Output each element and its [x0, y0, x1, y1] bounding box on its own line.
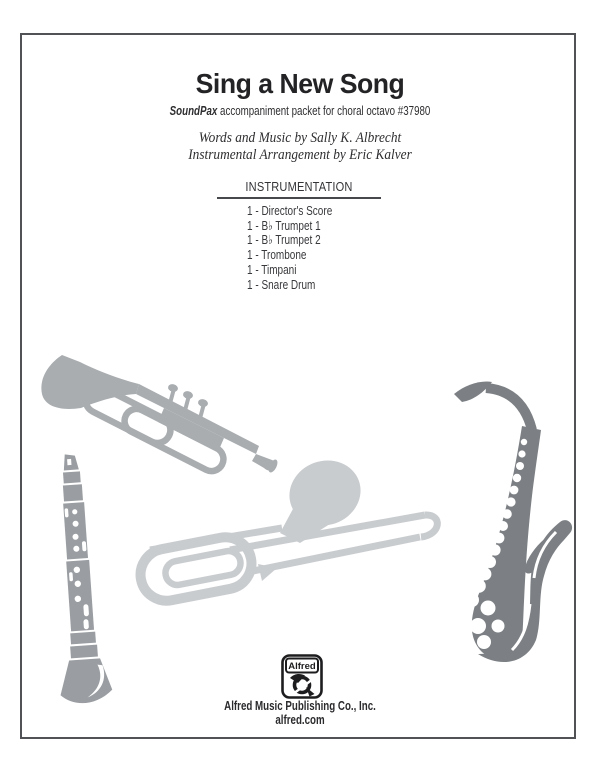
alfred-logo-text: Alfred: [288, 661, 316, 672]
alfred-logo-icon: [283, 656, 322, 698]
clarinet-icon: [44, 452, 113, 705]
saxophone-icon: [447, 382, 573, 663]
instrumentation-rule: [217, 197, 381, 199]
trombone-silhouette: [130, 438, 450, 613]
page-title: Sing a New Song: [195, 68, 405, 99]
list-item: 1 - B♭ Trumpet 1: [247, 218, 321, 233]
alfred-logo: [281, 654, 323, 700]
credits: [24, 130, 576, 163]
saxophone-silhouette: [408, 376, 593, 671]
instrumentation-heading: INSTRUMENTATION: [245, 179, 353, 194]
instrumentation-list: [247, 204, 381, 292]
list-item: 1 - B♭ Trumpet 2: [247, 233, 321, 248]
instrumentation-block: [217, 179, 381, 292]
clarinet-silhouette: [26, 450, 136, 712]
subtitle-text: accompaniment packet for choral octavo #37980: [217, 104, 431, 118]
list-item: 1 - Timpani: [247, 262, 297, 277]
list-item: 1 - Snare Drum: [247, 277, 316, 292]
credit-arrangement: Instrumental Arrangement by Eric Kalver: [188, 146, 412, 163]
trombone-icon: [136, 451, 437, 606]
list-item: 1 - Trombone: [247, 248, 307, 263]
subtitle: [66, 104, 534, 118]
list-item: 1 - Director's Score: [247, 204, 333, 218]
credit-words-music: Words and Music by Sally K. Albrecht: [198, 130, 402, 146]
soundpax-brand: SoundPax: [169, 104, 218, 118]
publisher-name: Alfred Music Publishing Co., Inc.: [224, 699, 376, 713]
publisher-website: alfred.com: [275, 713, 325, 727]
